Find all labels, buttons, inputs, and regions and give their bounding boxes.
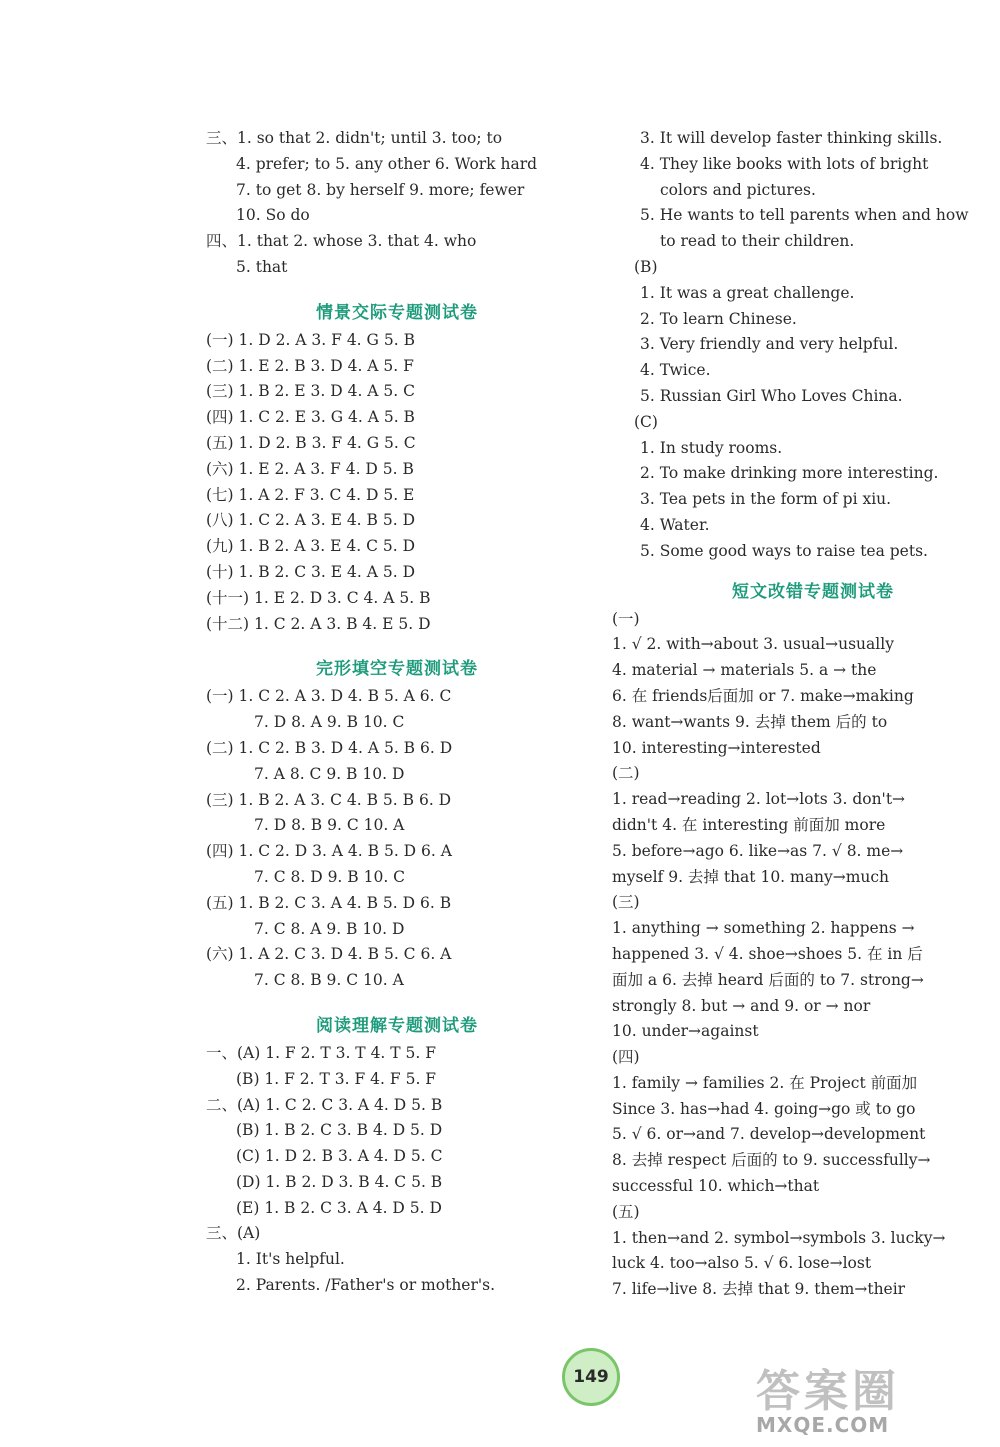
answer-line: 7. C 8. B 9. C 10. A — [254, 971, 404, 990]
answer-line: 1. then→and 2. symbol→symbols 3. lucky→ — [612, 1228, 946, 1247]
answer-line: (C) 1. D 2. B 3. A 4. D 5. C — [236, 1147, 443, 1166]
answer-line: successful 10. which→that — [612, 1177, 820, 1196]
answer-line: to read to their children. — [660, 232, 855, 251]
part-label: (B) — [634, 257, 658, 276]
answer-line: 3. It will develop faster thinking skills. — [640, 129, 943, 147]
answer-line: colors and pictures. — [660, 180, 816, 199]
left-column — [206, 126, 578, 1299]
answer-line: 4. material → materials 5. a → the — [612, 661, 877, 680]
page-number: 149 — [562, 1348, 620, 1406]
answer-line: 2. To make drinking more interesting. — [640, 464, 939, 483]
watermark-url: MXQE.COM — [756, 1413, 890, 1437]
answer-line: 5. before→ago 6. like→as 7. √ 8. me→ — [612, 841, 904, 860]
right-column — [612, 126, 974, 1303]
answer-line: 1. √ 2. with→about 3. usual→usually — [612, 635, 894, 654]
answer-line: (一) 1. D 2. A 3. F 4. G 5. B — [206, 330, 415, 349]
answer-line: (一) 1. C 2. A 3. D 4. B 5. A 6. C — [206, 687, 452, 706]
answer-line: 7. to get 8. by herself 9. more; fewer — [236, 180, 525, 199]
answer-line: 5. that — [236, 257, 288, 276]
answer-line: (E) 1. B 2. C 3. A 4. D 5. D — [236, 1198, 442, 1217]
answer-line: (七) 1. A 2. F 3. C 4. D 5. E — [206, 485, 415, 504]
answer-line: 3. Tea pets in the form of pi xiu. — [640, 490, 892, 509]
answer-line: 1. In study rooms. — [640, 438, 783, 457]
answer-line: 面加 a 6. 去掉 heard 后面的 to 7. strong→ — [612, 970, 924, 989]
answer-line: 一、(A) 1. F 2. T 3. T 4. T 5. F — [206, 1043, 437, 1062]
answer-line: 7. A 8. C 9. B 10. D — [254, 764, 405, 783]
answer-line: 6. 在 friends后面加 or 7. make→making — [612, 686, 914, 705]
answer-line: strongly 8. but → and 9. or → nor — [612, 996, 871, 1015]
answer-line: luck 4. too→also 5. √ 6. lose→lost — [612, 1254, 872, 1273]
answer-line: (十) 1. B 2. C 3. E 4. A 5. D — [206, 562, 415, 581]
answer-line: (B) 1. F 2. T 3. F 4. F 5. F — [236, 1069, 437, 1088]
answer-line: (一) — [612, 609, 640, 628]
answer-line: (十一) 1. E 2. D 3. C 4. A 5. B — [206, 588, 431, 607]
answer-line: 二、(A) 1. C 2. C 3. A 4. D 5. B — [206, 1095, 443, 1114]
answer-line: 3. Very friendly and very helpful. — [640, 335, 899, 354]
answer-line: 7. D 8. B 9. C 10. A — [254, 816, 405, 835]
answer-line: (四) 1. C 2. D 3. A 4. B 5. D 6. A — [206, 842, 452, 861]
answer-line: 4. They like books with lots of bright — [640, 154, 929, 173]
site-watermark — [756, 1366, 992, 1440]
answer-line: 7. life→live 8. 去掉 that 9. them→their — [612, 1280, 906, 1299]
answer-line: Since 3. has→had 4. going→go 或 to go — [612, 1099, 916, 1118]
answer-line: 4. Water. — [640, 515, 710, 534]
part-label: (C) — [634, 412, 658, 431]
answer-line: (九) 1. B 2. A 3. E 4. C 5. D — [206, 537, 415, 556]
answer-line: (二) 1. E 2. B 3. D 4. A 5. F — [206, 356, 414, 375]
answer-line: (八) 1. C 2. A 3. E 4. B 5. D — [206, 511, 415, 530]
answer-line: 5. √ 6. or→and 7. develop→development — [612, 1125, 926, 1144]
answer-line: 10. interesting→interested — [612, 738, 821, 757]
answer-line: (十二) 1. C 2. A 3. B 4. E 5. D — [206, 614, 431, 633]
answer-line: 8. want→wants 9. 去掉 them 后的 to — [612, 712, 888, 731]
answer-line: (二) 1. C 2. B 3. D 4. A 5. B 6. D — [206, 738, 453, 757]
answer-line: 5. He wants to tell parents when and how — [640, 206, 969, 225]
section-heading-qingjing: 情景交际专题测试卷 — [316, 302, 478, 323]
answer-line: 1. read→reading 2. lot→lots 3. don't→ — [612, 790, 906, 809]
answer-line: 8. 去掉 respect 后面的 to 9. successfully→ — [612, 1151, 931, 1170]
section-heading-duanwen: 短文改错专题测试卷 — [732, 581, 894, 602]
answer-line: 2. To learn Chinese. — [640, 309, 797, 328]
answer-line: 7. C 8. D 9. B 10. C — [254, 867, 406, 886]
answer-line: 4. Twice. — [640, 361, 711, 380]
answer-line: 三、(A) — [206, 1224, 261, 1243]
section-heading-yuedu: 阅读理解专题测试卷 — [316, 1015, 478, 1036]
answer-line: 4. prefer; to 5. any other 6. Work hard — [236, 154, 538, 173]
answer-line: didn't 4. 在 interesting 前面加 more — [612, 815, 886, 834]
answer-line: 1. It's helpful. — [236, 1250, 345, 1269]
answer-line: (二) — [612, 764, 640, 783]
answer-line: (三) 1. B 2. A 3. C 4. B 5. B 6. D — [206, 790, 452, 809]
watermark-logo-text: 答案圈 — [756, 1366, 900, 1417]
answer-line: myself 9. 去掉 that 10. many→much — [612, 867, 890, 886]
answer-line: 2. Parents. /Father's or mother's. — [236, 1276, 496, 1295]
answer-line: (五) 1. D 2. B 3. F 4. G 5. C — [206, 433, 416, 452]
answer-line: happened 3. √ 4. shoe→shoes 5. 在 in 后 — [612, 944, 923, 963]
answer-line: 1. anything → something 2. happens → — [612, 919, 915, 938]
answer-line: (D) 1. B 2. D 3. B 4. C 5. B — [236, 1172, 443, 1191]
answer-line: (三) 1. B 2. E 3. D 4. A 5. C — [206, 382, 415, 401]
answer-line: (三) — [612, 893, 640, 912]
answer-line: 1. It was a great challenge. — [640, 283, 855, 302]
answer-line: 四、1. that 2. whose 3. that 4. who — [206, 232, 477, 251]
answer-line: 1. family → families 2. 在 Project 前面加 — [612, 1073, 918, 1092]
answer-line: 7. D 8. A 9. B 10. C — [254, 713, 405, 732]
answer-line: (四) — [612, 1048, 640, 1067]
answer-line: 10. So do — [236, 206, 310, 225]
section-heading-wanxing: 完形填空专题测试卷 — [316, 659, 478, 680]
answer-line: (四) 1. C 2. E 3. G 4. A 5. B — [206, 408, 415, 427]
answer-line: (五) — [612, 1202, 640, 1221]
answer-line: 10. under→against — [612, 1022, 759, 1041]
answer-line: (六) 1. A 2. C 3. D 4. B 5. C 6. A — [206, 945, 452, 964]
answer-line: 三、1. so that 2. didn't; until 3. too; to — [206, 129, 503, 147]
answer-line: 5. Some good ways to raise tea pets. — [640, 541, 928, 560]
answer-line: (五) 1. B 2. C 3. A 4. B 5. D 6. B — [206, 893, 452, 912]
answer-line: (B) 1. B 2. C 3. B 4. D 5. D — [236, 1121, 443, 1140]
answer-line: (六) 1. E 2. A 3. F 4. D 5. B — [206, 459, 414, 478]
answer-line: 7. C 8. A 9. B 10. D — [254, 919, 405, 938]
answer-line: 5. Russian Girl Who Loves China. — [640, 386, 903, 405]
